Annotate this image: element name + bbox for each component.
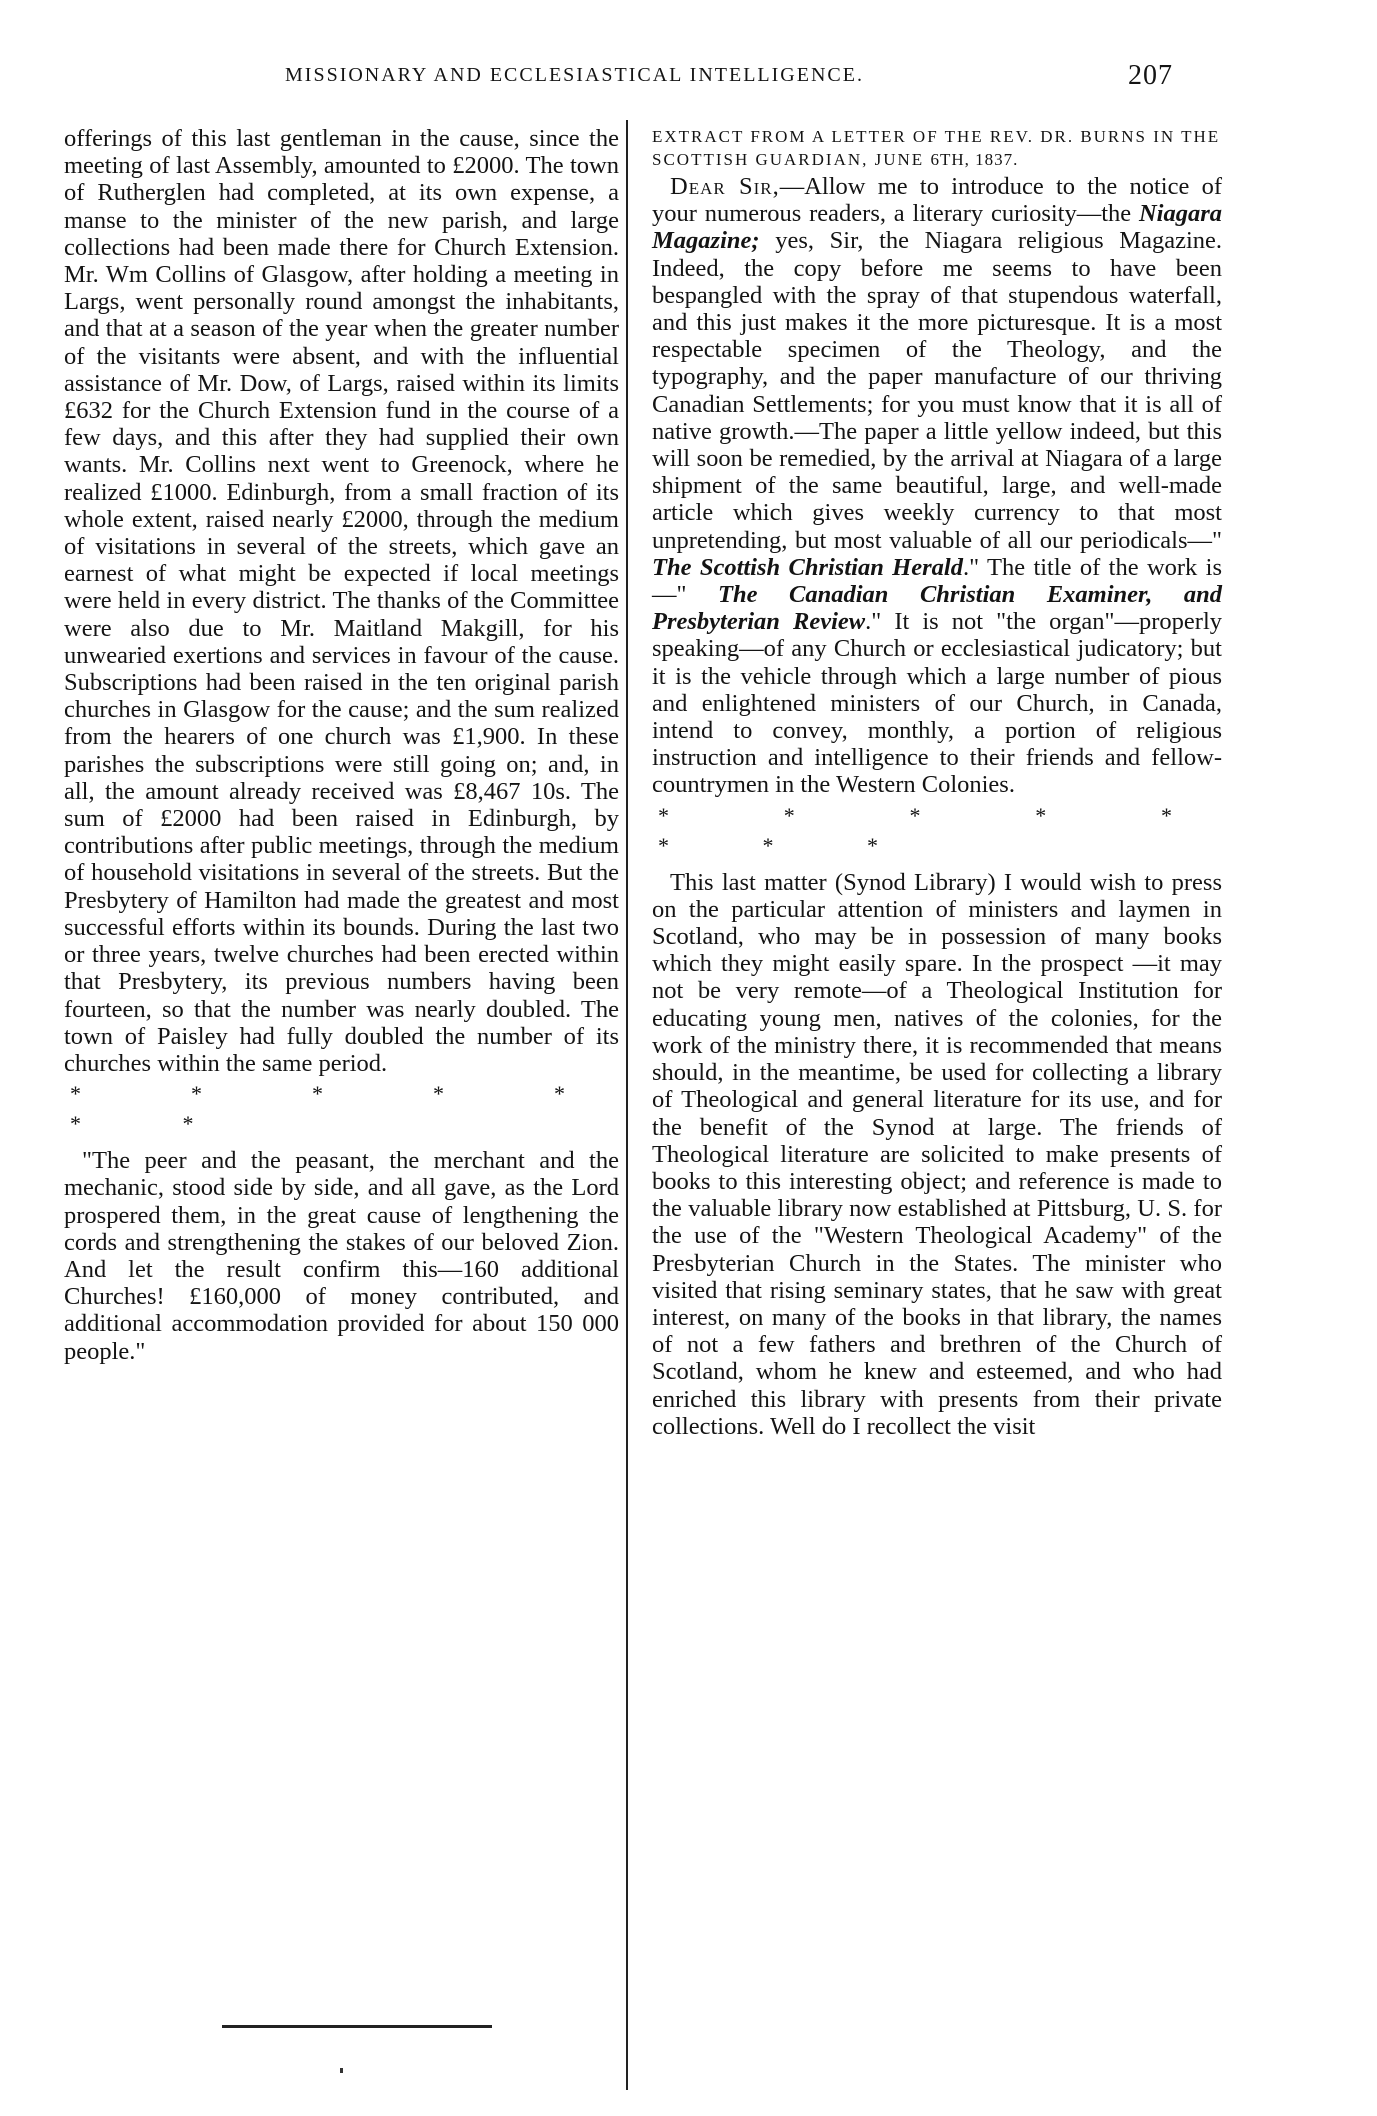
stars-text-right: * * * * * * * * <box>658 802 1216 858</box>
canadian-examiner-title: The Canadian Christian Examiner, and Presbyterian Review <box>652 581 1222 636</box>
page-number: 207 <box>1128 60 1173 91</box>
right-paragraph-2: This last matter (Synod Library) I would wish to press on the particular attention of ministers and laymen in Scotland, who may be in possession of many books which they might easily spare. In the prospect —it may not be very remote—of a Theological Institution for educating young men, natives of the colonies, for the work of the ministry there, it is recommended that means should, in the meantime, be used for collecting a library of Theological and general literature for its use, and for the benefit of the Synod at large. The friends of Theological literature are solicited to make presents of books to this interesting object; and reference is made to the valuable library now established at Pittsburg, U. S. for the use of the "Western Theological Academy" of the Presbyterian Church in the States. The minister who visited that rising seminary states, that he saw with great interest, on many of the books in that library, the names of not a few fathers and brethren of the Church of Scotland, whom he knew and esteemed, and who had enriched this library with presents from their private collections. Well do I recollect the visit <box>652 868 1222 1440</box>
letter-text-1: —Allow me to introduce to the notice of your numerous readers, a literary curiosity—the <box>652 173 1222 228</box>
column-divider <box>626 120 628 2090</box>
print-mark <box>340 2068 343 2073</box>
letter-text-3: ." The title of the work is—" <box>652 553 1222 609</box>
extract-heading <box>652 125 1222 171</box>
salutation: Dear Sir, <box>670 173 780 200</box>
extract-date: 6TH, 1837. <box>930 150 1019 169</box>
left-paragraph-1: offerings of this last gentleman in the cause, since the meeting of last Assembly, amounted to £2000. The town of Rutherglen had completed, at its own expense, a manse to the minister of the new parish, and large collections had been made there for Church Extension. Mr. Wm Collins of Glasgow, after holding a meeting in Largs, went personally round amongst the inhabitants, and that at a season of the year when the greater number of the visitants were absent, and with the influential assistance of Mr. Dow, of Largs, raised within its limits £632 for the Church Extension fund in the course of a few days, and this after they had supplied their own wants. Mr. Collins next went to Greenock, where he realized £1000. Edinburgh, from a small fraction of its whole extent, raised nearly £2000, through the medium of visitations in several of the streets, which gave an earnest of what might be expected if local meetings were held in every district. The thanks of the Committee were also due to Mr. Maitland Makgill, for his unwearied exertions and services in favour of the cause. Subscriptions had been raised in the ten original parish churches in Glasgow for the cause; and the sum realized from the hearers of one church was £1,900. In these parishes the subscriptions were still going on; and, in all, the amount already received was £8,467 10s. The sum of £2000 had been raised in Edinburgh, by contributions after public meetings, through the medium of household visitations in several of the streets. But the Presbytery of Hamilton had made the greatest and most successful efforts within its bounds. During the last two or three years, twelve churches had been erected within that Presbytery, its previous numbers having been fourteen, so that the number was nearly doubled. The town of Paisley had fully doubled the number of its churches within the same period. <box>64 125 619 1077</box>
extract-heading-text: EXTRACT FROM A LETTER OF THE REV. DR. BURNS IN THE SCOTTISH GUARDIAN, JUNE <box>652 127 1221 169</box>
right-column <box>652 125 1222 1440</box>
scottish-herald-title: The Scottish Christian Herald <box>652 553 963 581</box>
end-rule <box>222 2025 492 2028</box>
left-column <box>64 125 619 1365</box>
section-break-stars <box>64 1079 619 1139</box>
left-paragraph-2-quote: "The peer and the peasant, the merchant and the mechanic, stood side by side, and all gave, as the Lord prospered them, in the great cause of lengthening the cords and strengthening the stakes of our beloved Zion. And let the result confirm this—160 additional Churches! £160,000 of money contributed, and additional accommodation provided for about 150 000 people." <box>64 1147 619 1365</box>
letter-text-2: yes, Sir, the Niagara religious Magazine. Indeed, the copy before me seems to have been bespangled with the spray of that stupendous waterfall, and this just makes it the more picturesque. It is a most respectable specimen of the Theology, and the typography, and the paper manufacture of our thriving Canadian Settlements; for you must know that it is all of native growth.—The paper a little yellow indeed, but this will soon be remedied, by the arrival at Niagara of a large shipment of the same beautiful, large, and well-made article which gives weekly currency to that most unpretending, but most valuable of all our periodicals—" <box>652 227 1222 554</box>
letter-text-4: ." It is not "the organ"—properly speaking—of any Church or ecclesiastical judicatory; but it is the vehicle through which a large number of pious and enlightened ministers of our Church, in Canada, intend to convey, monthly, a portion of religious instruction and intelligence to their friends and fellow-countrymen in the Western Colonies. <box>652 608 1223 799</box>
stars-text: * * * * * * * <box>70 1081 613 1137</box>
letter-paragraph <box>652 173 1222 799</box>
niagara-magazine-title: Niagara Magazine; <box>652 200 1222 255</box>
running-header: MISSIONARY AND ECCLESIASTICAL INTELLIGENCE. <box>285 64 864 86</box>
section-break-stars-right <box>652 801 1222 861</box>
